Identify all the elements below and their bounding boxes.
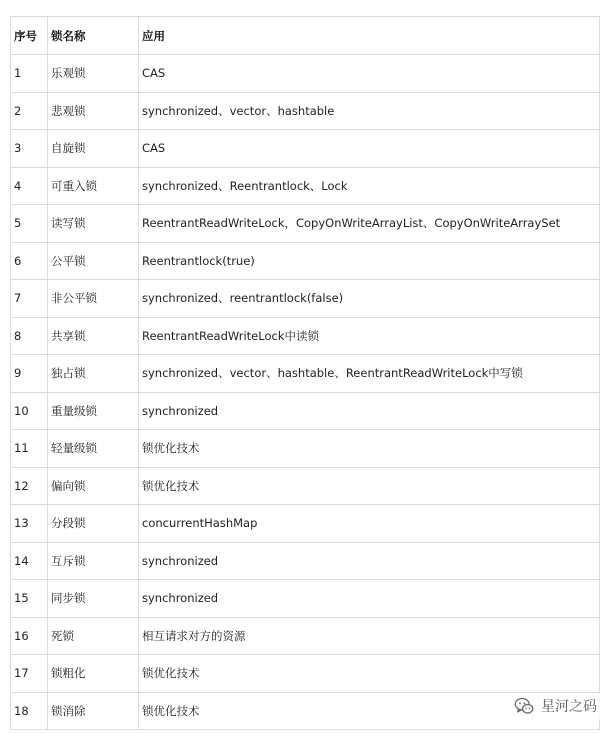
table-row: [11, 205, 600, 243]
wechat-icon: [513, 695, 535, 717]
cell-number: 9: [11, 355, 48, 393]
cell-number: 12: [11, 467, 48, 505]
table-body: [11, 55, 600, 730]
table-header-row: [11, 17, 600, 55]
cell-lock-name: 互斥锁: [48, 542, 139, 580]
cell-number: 13: [11, 505, 48, 543]
watermark-text: 星河之码: [541, 699, 597, 715]
cell-application: Reentrantlock(true): [139, 242, 600, 280]
cell-lock-name: 独占锁: [48, 355, 139, 393]
watermark: [509, 693, 601, 719]
header-number: 序号: [11, 17, 48, 55]
cell-application: 相互请求对方的资源: [139, 617, 600, 655]
lock-table: [10, 16, 600, 730]
cell-lock-name: 共享锁: [48, 317, 139, 355]
table-row: [11, 655, 600, 693]
cell-lock-name: 锁消除: [48, 692, 139, 730]
cell-application: concurrentHashMap: [139, 505, 600, 543]
cell-application: CAS: [139, 55, 600, 93]
cell-lock-name: 自旋锁: [48, 130, 139, 168]
cell-lock-name: 锁粗化: [48, 655, 139, 693]
cell-number: 10: [11, 392, 48, 430]
cell-lock-name: 偏向锁: [48, 467, 139, 505]
table-row: [11, 280, 600, 318]
cell-lock-name: 悲观锁: [48, 92, 139, 130]
cell-application: synchronized: [139, 580, 600, 618]
table-row: [11, 505, 600, 543]
cell-application: 锁优化技术: [139, 692, 600, 730]
table-row: [11, 317, 600, 355]
table-row: [11, 167, 600, 205]
header-application: 应用: [139, 17, 600, 55]
cell-lock-name: 同步锁: [48, 580, 139, 618]
table-row: [11, 430, 600, 468]
cell-lock-name: 分段锁: [48, 505, 139, 543]
cell-number: 14: [11, 542, 48, 580]
cell-number: 8: [11, 317, 48, 355]
cell-application: synchronized: [139, 542, 600, 580]
cell-lock-name: 重量级锁: [48, 392, 139, 430]
table-row: [11, 55, 600, 93]
table-row: [11, 580, 600, 618]
cell-application: ReentrantReadWriteLock中读锁: [139, 317, 600, 355]
table-row: [11, 542, 600, 580]
cell-number: 11: [11, 430, 48, 468]
table-row: [11, 467, 600, 505]
cell-application: synchronized、vector、hashtable: [139, 92, 600, 130]
cell-application: synchronized: [139, 392, 600, 430]
cell-lock-name: 轻量级锁: [48, 430, 139, 468]
cell-application: synchronized、vector、hashtable、ReentrantReadWriteLock中写锁: [139, 355, 600, 393]
cell-lock-name: 死锁: [48, 617, 139, 655]
cell-application: 锁优化技术: [139, 467, 600, 505]
table-row: [11, 355, 600, 393]
cell-number: 5: [11, 205, 48, 243]
cell-lock-name: 可重入锁: [48, 167, 139, 205]
cell-number: 3: [11, 130, 48, 168]
cell-lock-name: 公平锁: [48, 242, 139, 280]
cell-number: 7: [11, 280, 48, 318]
cell-application: 锁优化技术: [139, 430, 600, 468]
cell-application: CAS: [139, 130, 600, 168]
cell-lock-name: 读写锁: [48, 205, 139, 243]
table-row: [11, 392, 600, 430]
cell-application: ReentrantReadWriteLock，CopyOnWriteArrayList、CopyOnWriteArraySet: [139, 205, 600, 243]
cell-number: 17: [11, 655, 48, 693]
cell-number: 16: [11, 617, 48, 655]
cell-number: 15: [11, 580, 48, 618]
table-row: [11, 242, 600, 280]
cell-lock-name: 乐观锁: [48, 55, 139, 93]
cell-application: synchronized、reentrantlock(false): [139, 280, 600, 318]
cell-lock-name: 非公平锁: [48, 280, 139, 318]
header-lock-name: 锁名称: [48, 17, 139, 55]
table-row: [11, 130, 600, 168]
table-row: [11, 92, 600, 130]
cell-application: synchronized、Reentrantlock、Lock: [139, 167, 600, 205]
cell-application: 锁优化技术: [139, 655, 600, 693]
cell-number: 4: [11, 167, 48, 205]
table-row: [11, 617, 600, 655]
cell-number: 6: [11, 242, 48, 280]
cell-number: 18: [11, 692, 48, 730]
cell-number: 1: [11, 55, 48, 93]
cell-number: 2: [11, 92, 48, 130]
